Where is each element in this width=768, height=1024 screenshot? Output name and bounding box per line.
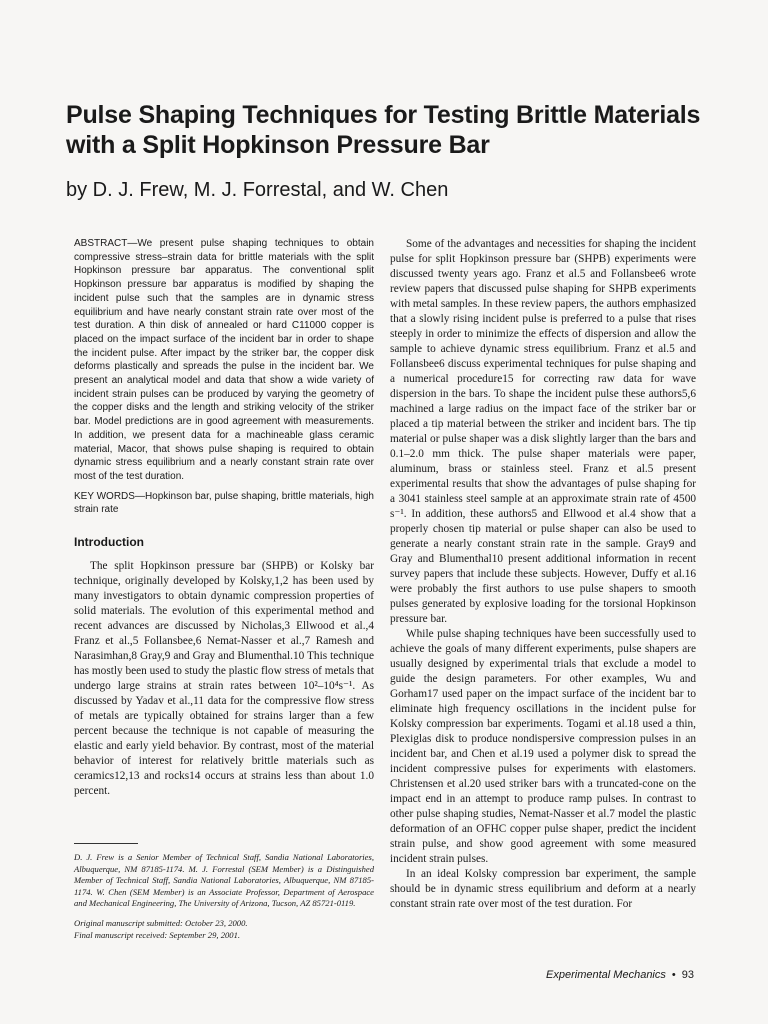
footnote-submitted: Original manuscript submitted: October 23, 2000. (74, 918, 248, 929)
keywords: KEY WORDS—Hopkinson bar, pulse shaping, brittle materials, high strain rate (74, 490, 374, 516)
left-column (74, 237, 374, 947)
footnote-received: Final manuscript received: September 29, 2001. (74, 929, 241, 940)
section-heading-introduction: Introduction (74, 535, 144, 550)
body-paragraph-3: In an ideal Kolsky compression bar experiment, the sample should be in dynamic stress equilibrium and deform at a nearly constant strain rate over most of the test duration. For (390, 868, 696, 910)
page-footer (480, 969, 694, 981)
right-column (390, 237, 696, 912)
intro-paragraph: The split Hopkinson pressure bar (SHPB) or Kolsky bar technique, originally developed by Kolsky,1,2 has been used by many investigators to obtain dynamic compression properties of solid materials. The evolution of this experimental method and recent advances are discussed by Nicholas,3 Ellwood et al.,4 Franz et al.,5 Follansbee,6 Nemat-Nasser et al.,7 Ramesh and Narasimhan,8 Gray,9 and Gray and Blumenthal.10 This technique has mostly been used to study the plastic flow stress of metals that undergo large strains at strain rates between 10²–10⁴s⁻¹. As discussed by Yadav et al.,11 data for the compressive flow stress of metals are typically obtained for strains larger than a few percent because the technique is not capable of measuring the elastic and early yield behavior. By contrast, most of the material behavior of interest for relatively brittle materials such as ceramics12,13 and rocks14 occurs at strains less than about 1.0 percent. (74, 560, 374, 798)
bullet-separator: • (671, 969, 676, 981)
journal-name: Experimental Mechanics (546, 969, 666, 981)
body-paragraph-1: Some of the advantages and necessities for shaping the incident pulse for split Hopkinson pressure bar (SHPB) experiments were discussed twenty years ago. Franz et al.5 and Follansbee6 wrote review papers that discussed pulse shaping for SHPB experiments with metal samples. In these review papers, the authors emphasized that a slowly rising incident pulse is preferred to a pulse that rises steeply in order to minimize the effects of dispersion and allow the sample to achieve dynamic stress equilibrium. Franz et al.5 and Follansbee6 discuss experimental techniques for pulse shaping and a numerical procedure15 for correcting raw data for wave dispersion in the bars. To shape the incident pulse these authors5,6 machined a large radius on the impact face of the striker bar or placed a tip material between the striker and incident bars. The tip material or pulse shaper was a disk slightly larger than the bars and 0.1–2.0 mm thick. The pulse shaper materials were paper, aluminum, brass or stainless steel. Franz et al.5 present experimental results that show the advantages of pulse shaping for a 3041 stainless steel sample at an approximate strain rate of 4500 s⁻¹. In addition, these authors5 and Ellwood et al.4 show that a properly chosen tip material or pulse shaper can also be used to generate a nearly constant strain rate in the sample. Gray9 and Gray and Blumenthal10 present additional information in recent survey papers that include these subjects. However, Duffy et al.16 were probably the first authors to use pulse shapers to smooth pulses generated by explosive loading for the torsional Hopkinson pressure bar. (390, 238, 696, 625)
page-number: 93 (681, 969, 694, 981)
footnote-divider (74, 843, 138, 844)
footnote-affiliations: D. J. Frew is a Senior Member of Technical Staff, Sandia National Laboratories, Albuquerque, NM 87185-1174. M. J. Forrestal (SEM Member) is a Distinguished Member of Technical Staff, Sandia National Laboratories, Albuquerque, NM 87185-1174. W. Chen (SEM Member) is an Associate Professor, Department of Aerospace and Mechanical Engineering, The University of Arizona, Tucson, AZ 85721-0119. (74, 852, 374, 909)
body-paragraph-2: While pulse shaping techniques have been successfully used to achieve the goals of many different experiments, pulse shapers are usually designed by experimental trials that exclude a model to guide the design parameters. For other examples, Wu and Gorham17 used paper on the impact surface of the incident bar to eliminate high frequency oscillations in the incident pulse for Kolsky compression bar experiments. Togami et al.18 used a thin, Plexiglas disk to produce nondispersive compression pulses in an incident bar, and Chen et al.19 used a polymer disk to spread the incident compressive pulses for experiments with elastomers. Christensen et al.20 used striker bars with a truncated-cone on the impact end in an attempt to produce ramp pulses. In contrast to other pulse shaping studies, Nemat-Nasser et al.7 model the plastic deformation of an OFHC copper pulse shaper, predict the incident strain pulse, and show good agreement with some measured incident strain pulses. (390, 628, 696, 865)
abstract: ABSTRACT—We present pulse shaping techniques to obtain compressive stress–strain data for brittle materials with the split Hopkinson pressure bar apparatus. The conventional split Hopkinson pressure bar apparatus is modified by shaping the incident pulse such that the samples are in dynamic stress equilibrium and have nearly constant strain rate over most of the test duration. A thin disk of annealed or hard C11000 copper is placed on the impact surface of the incident bar in order to shape the incident pulse. After impact by the striker bar, the copper disk deforms plastically and spreads the pulse in the incident bar. We present an analytical model and data that show a wide variety of incident strain pulses can be produced by varying the geometry of the copper disks and the length and striking velocity of the striker bar. Model predictions are in good agreement with measurements. In addition, we present data for a machineable glass ceramic material, Macor, that shows pulse shaping is required to obtain dynamic stress equilibrium and a nearly constant strain rate over most of the test duration. (74, 238, 374, 482)
author-line: by D. J. Frew, M. J. Forrestal, and W. Chen (66, 179, 449, 201)
paper-title: Pulse Shaping Techniques for Testing Brittle Materials with a Split Hopkinson Pressure Bar (66, 101, 701, 159)
